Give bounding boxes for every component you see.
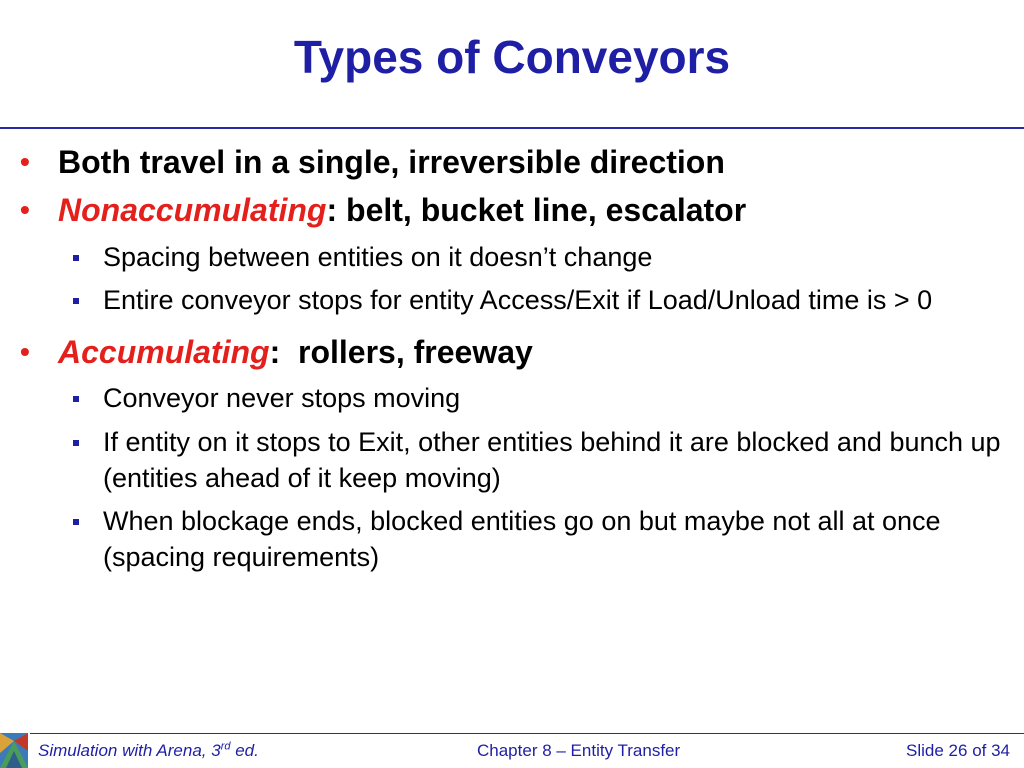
bullet-dot-icon: • [20,336,30,368]
subbullet-3-2-text: If entity on it stops to Exit, other entities behind it are blocked and bunch up (entities ahead of it keep moving) [103,427,1001,493]
title-divider [0,127,1024,129]
footer-slide-number: Slide 26 of 34 [906,741,1010,760]
square-bullet-icon [73,255,79,261]
square-bullet-icon [73,396,79,402]
bullet-3 [0,333,1024,371]
bullet-2 [0,191,1024,229]
footer-book-title: Simulation with Arena, 3rd ed. [38,740,259,760]
subbullet-3-1-text: Conveyor never stops moving [103,383,461,414]
bullet-1 [0,143,1024,181]
arena-logo-icon [0,733,28,768]
subbullet-3-1 [0,381,1024,417]
bullet-dot-icon: • [20,146,30,177]
slide-content [0,143,1024,584]
bullet-3-emphasis: Accumulating [58,334,270,371]
bullet-dot-icon: • [20,194,30,226]
bullet-2-text: : belt, bucket line, escalator [326,192,747,229]
slide-title: Types of Conveyors [293,31,731,83]
footer-divider [30,733,1024,734]
subbullet-2-2-text: Entire conveyor stops for entity Access/Exit if Load/Unload time is > 0 [103,285,933,316]
subbullet-2-2 [0,283,1024,319]
subbullet-3-3-text: When blockage ends, blocked entities go on but maybe not all at once (spacing requirements) [103,506,941,572]
square-bullet-icon [73,440,79,446]
subbullet-2-1-text: Spacing between entities on it doesn’t change [103,241,653,272]
square-bullet-icon [73,519,79,525]
bullet-2-emphasis: Nonaccumulating [58,192,327,229]
bullet-1-text: Both travel in a single, irreversible direction [58,144,725,180]
footer-chapter: Chapter 8 – Entity Transfer [477,741,681,760]
subbullet-2-1 [0,240,1024,276]
subbullet-3-2 [0,425,1024,496]
bullet-3-text: : rollers, freeway [269,334,533,371]
subbullet-3-3 [0,504,1024,575]
square-bullet-icon [73,298,79,304]
